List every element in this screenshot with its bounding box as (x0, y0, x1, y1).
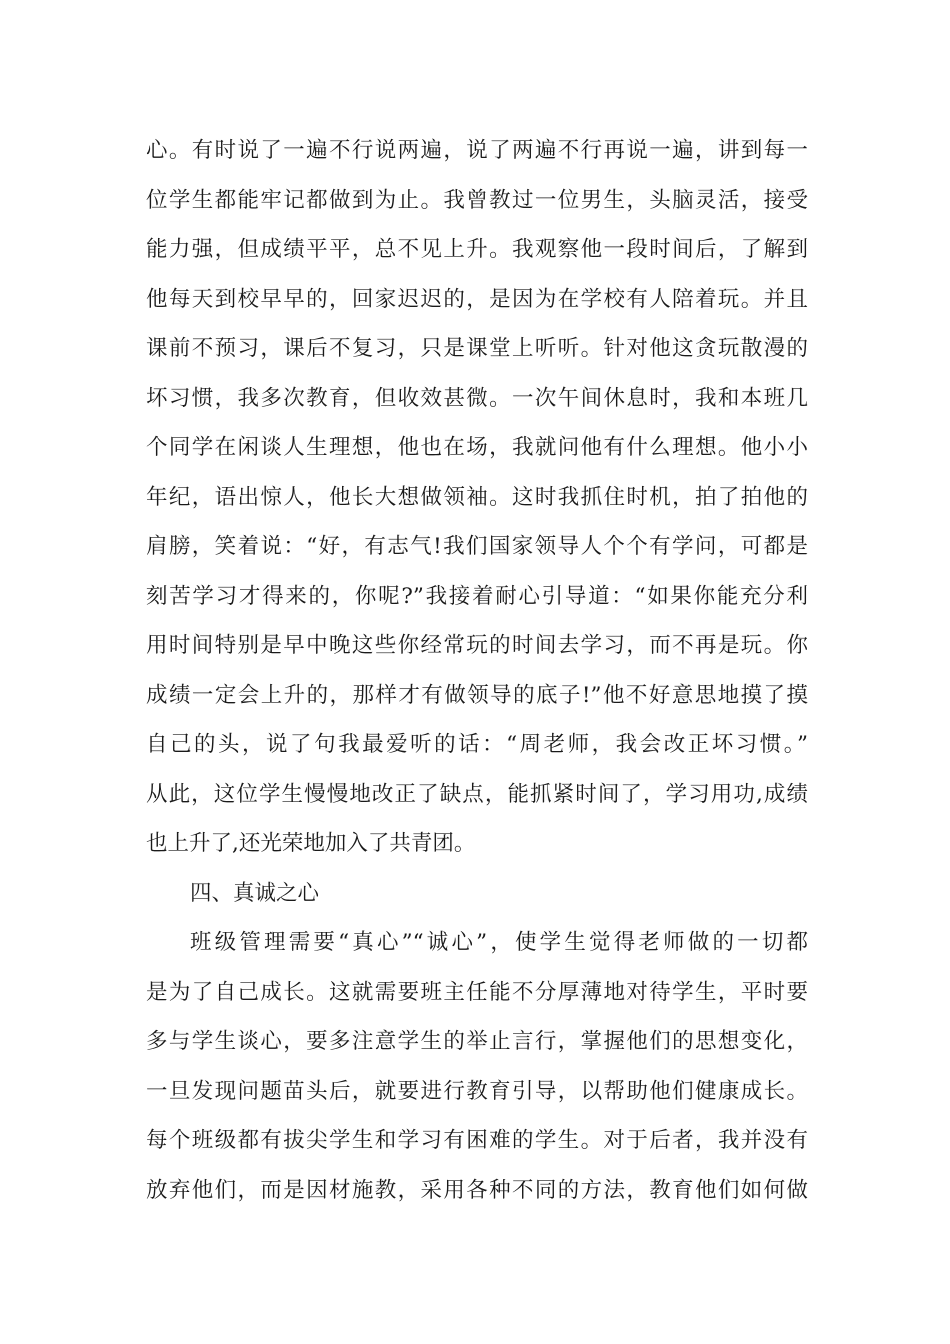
text-line: 多与学生谈心，要多注意学生的举止言行，掌握他们的思想变化， (146, 1029, 808, 1054)
text-line: 放弃他们，而是因材施教，采用各种不同的方法，教育他们如何做 (146, 1177, 808, 1203)
text-line: 坏习惯，我多次教育，但收效甚微。一次午间休息时，我和本班几 (146, 385, 808, 411)
body-text (146, 131, 808, 1220)
section-heading: 四、真诚之心 (190, 880, 320, 906)
text-line: 从此，这位学生慢慢地改正了缺点，能抓紧时间了，学习用功,成绩 (146, 781, 808, 807)
text-line: 每个班级都有拔尖学生和学习有困难的学生。对于后者，我并没有 (146, 1128, 808, 1153)
paragraph-first-line: 班级管理需要“真心”“诚心”，使学生觉得老师做的一切都 (190, 930, 808, 955)
text-line: 也上升了,还光荣地加入了共青团。 (146, 831, 476, 856)
text-line: 心。有时说了一遍不行说两遍，说了两遍不行再说一遍，讲到每一 (146, 138, 808, 163)
text-line: 能力强，但成绩平平，总不见上升。我观察他一段时间后，了解到 (146, 237, 808, 262)
text-line: 是为了自己成长。这就需要班主任能不分厚薄地对待学生，平时要 (146, 979, 808, 1005)
text-line: 一旦发现问题苗头后，就要进行教育引导，以帮助他们健康成长。 (146, 1078, 808, 1104)
text-line: 课前不预习，课后不复习，只是课堂上听听。针对他这贪玩散漫的 (146, 336, 808, 361)
text-line: 他每天到校早早的，回家迟迟的，是因为在学校有人陪着玩。并且 (146, 286, 808, 312)
text-line: 用时间特别是早中晚这些你经常玩的时间去学习，而不再是玩。你 (146, 633, 808, 658)
text-line: 肩膀，笑着说：“好，有志气!我们国家领导人个个有学问，可都是 (146, 534, 808, 559)
text-line: 个同学在闲谈人生理想，他也在场，我就问他有什么理想。他小小 (146, 435, 808, 460)
text-line: 刻苦学习才得来的，你呢?”我接着耐心引导道：“如果你能充分利 (146, 583, 808, 609)
text-line: 自己的头，说了句我最爱听的话：“周老师，我会改正坏习惯。” (146, 732, 808, 757)
text-line: 年纪，语出惊人，他长大想做领袖。这时我抓住时机，拍了拍他的 (146, 484, 808, 510)
text-line: 成绩一定会上升的，那样才有做领导的底子!”他不好意思地摸了摸 (146, 682, 808, 708)
text-line: 位学生都能牢记都做到为止。我曾教过一位男生，头脑灵活，接受 (146, 187, 808, 213)
